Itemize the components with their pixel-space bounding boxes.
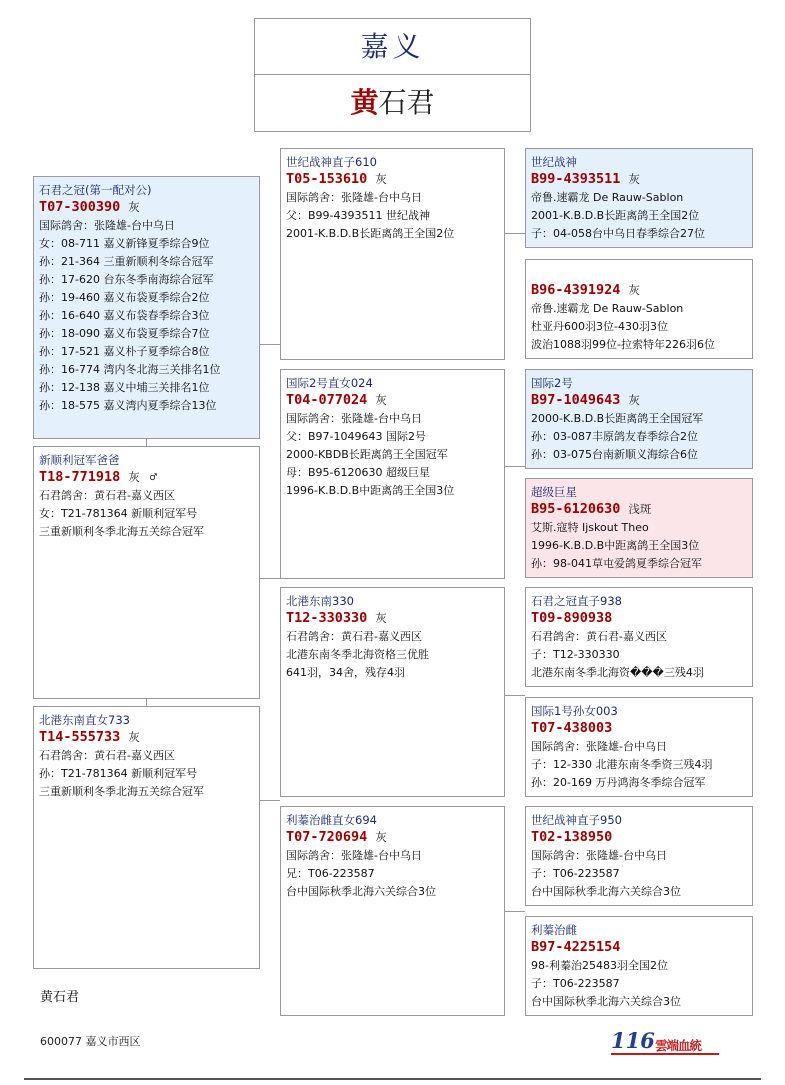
pedigree-box-dss [525, 587, 753, 687]
info-line: 孙：18-575 嘉义湾内夏季综合13位 [39, 399, 217, 412]
connector-line [259, 578, 280, 579]
plumage-color: 灰 [375, 611, 387, 625]
connector-line [505, 466, 525, 467]
pigeon-title: 国际1号孙女003 [531, 704, 618, 718]
pigeon-title: 国际2号 [531, 376, 573, 390]
pedigree-box-dam [33, 446, 260, 699]
info-line: 孙：19-460 嘉义布袋夏季综合2位 [39, 291, 210, 304]
info-line: 台中国际秋季北海六关综合3位 [531, 995, 681, 1008]
connector-line [505, 233, 525, 234]
info-line: 孙：98-041草屯爱鸽夏季综合冠军 [531, 557, 702, 570]
info-line: 兄：T06-223587 [286, 867, 375, 880]
connector-line [146, 438, 147, 446]
header-given-name: 石君 [378, 86, 435, 119]
info-line: 641羽，34舍，残存4羽 [286, 666, 405, 679]
info-line: 台中国际秋季北海六关综合3位 [286, 885, 436, 898]
info-line: 孙：17-620 台东冬季南海综合冠军 [39, 273, 214, 286]
ring-number: T18-771918 灰 ♂ [39, 469, 158, 485]
pigeon-title: 世纪战神直子950 [531, 813, 622, 827]
pigeon-title: 世纪战神直子610 [286, 155, 377, 169]
ring-number: T12-330330 灰 [286, 610, 387, 626]
pedigree-box-sds [525, 369, 753, 469]
info-line: 子：12-330 北港东南冬季资三残4羽 [531, 758, 713, 771]
logo-number: 116 [611, 1028, 655, 1053]
ring-number: B96-4391924 灰 [531, 282, 640, 298]
pedigree-box-sdd [525, 478, 753, 578]
info-line: 2001-K.B.D.B长距离鸽王全国2位 [286, 227, 455, 240]
info-line: 北港东南冬季北海资���三残4羽 [531, 666, 704, 679]
owner-name: 黄石君 [40, 990, 80, 1005]
info-line: 子：T12-330330 [531, 648, 620, 661]
pigeon-title: 世纪战神 [531, 155, 577, 169]
pedigree-box-dsd [525, 697, 753, 797]
connector-line [505, 695, 525, 696]
logo-text: 雲端血統 [655, 1038, 702, 1053]
brand-logo [611, 1030, 721, 1056]
info-line: 台中国际秋季北海六关综合3位 [531, 885, 681, 898]
info-line: 国际鸽舍：张隆雄-台中乌日 [286, 191, 422, 204]
info-line: 国际鸽舍：张隆雄-台中乌日 [286, 412, 422, 425]
pigeon-title: 新顺利冠军爸爸 [39, 453, 120, 467]
info-line: 子：04-058台中乌日春季综合27位 [531, 227, 705, 240]
info-line: 帝鲁.速霸龙 De Rauw-Sablon [531, 302, 684, 315]
footer-rule [24, 1078, 761, 1080]
ring-number: T07-720694 灰 [286, 829, 387, 845]
header-city: 嘉义 [254, 18, 531, 76]
plumage-color: 浅斑 [628, 502, 652, 516]
connector-line [259, 800, 280, 801]
info-line: 母：B95-6120630 超级巨星 [286, 466, 430, 479]
info-line: 父：B97-1049643 国际2号 [286, 430, 426, 443]
plumage-color: 灰 [128, 730, 140, 744]
plumage-color: 灰 [375, 830, 387, 844]
info-line: 女：T21-781364 新顺利冠军号 [39, 507, 198, 520]
plumage-color: 灰 [375, 172, 387, 186]
pedigree-box-ssd [525, 259, 753, 359]
info-line: 孙：16-774 湾内冬北海三关排名1位 [39, 363, 221, 376]
info-line: 帝鲁.速霸龙 De Rauw-Sablon [531, 191, 684, 204]
info-line: 石君鸽舍：黄石君-嘉义西区 [531, 630, 667, 643]
info-line: 子：T06-223587 [531, 977, 620, 990]
pedigree-box-ss [280, 148, 505, 360]
plumage-color: 灰 [628, 283, 640, 297]
plumage-color: 灰 [128, 200, 140, 214]
info-line: 孙：20-169 万丹鸿海冬季综合冠军 [531, 776, 706, 789]
info-line: 石君鸽舍：黄石君-嘉义西区 [39, 749, 175, 762]
info-line: 国际鸽舍：张隆雄-台中乌日 [531, 849, 667, 862]
ring-number: T09-890938 [531, 610, 613, 626]
info-line: 孙：03-075台南新顺义海综合6位 [531, 448, 698, 461]
pigeon-title: 国际2号直女024 [286, 376, 373, 390]
pigeon-title: 石君之冠直子938 [531, 594, 622, 608]
plumage-color: 灰 [375, 393, 387, 407]
pedigree-box-ds [280, 587, 505, 797]
connector-line [146, 698, 147, 706]
info-line: 2000-KBDB长距离鸽王全国冠军 [286, 448, 448, 461]
info-line: 杜亚丹600羽3位-430羽3位 [531, 320, 668, 333]
plumage-color: 灰 [628, 393, 640, 407]
header-surname: 黄 [350, 86, 379, 119]
ring-number: B97-4225154 [531, 939, 621, 955]
pigeon-title: 超级巨星 [531, 485, 577, 499]
connector-line [505, 911, 525, 912]
male-sex-icon: ♂ [149, 470, 158, 484]
info-line: 三重新顺利冬季北海五关综合冠军 [39, 525, 204, 538]
info-line: 孙：12-138 嘉义中埔三关排名1位 [39, 381, 210, 394]
info-line: 子：T06-223587 [531, 867, 620, 880]
info-line: 2001-K.B.D.B长距离鸽王全国2位 [531, 209, 700, 222]
plumage-color: 灰 [128, 470, 140, 484]
pigeon-title: 石君之冠(第一配对公) [39, 183, 152, 197]
info-line: 孙：T21-781364 新顺利冠军号 [39, 767, 198, 780]
pigeon-title: 利蓁治雌直女694 [286, 813, 377, 827]
owner-address: 600077 嘉义市西区 [40, 1035, 141, 1048]
pigeon-title: 北港东南330 [286, 594, 354, 608]
pigeon-title: 北港东南直女733 [39, 713, 130, 727]
info-line: 国际鸽舍：张隆雄-台中乌日 [531, 740, 667, 753]
ring-number: T07-438003 [531, 720, 613, 736]
info-line: 波治1088羽99位-拉索特年226羽6位 [531, 338, 715, 351]
pigeon-title: 利蓁治雌 [531, 923, 577, 937]
info-line: 北港东南冬季北海资格三优胜 [286, 648, 429, 661]
plumage-color: 灰 [628, 172, 640, 186]
ring-number: B95-6120630 浅斑 [531, 501, 652, 517]
info-line: 孙：18-090 嘉义布袋夏季综合7位 [39, 327, 210, 340]
header-owner-name [254, 74, 531, 132]
info-line: 1996-K.B.D.B中距离鸽王全国3位 [286, 484, 455, 497]
info-line: 98-利蓁治25483羽全国2位 [531, 959, 668, 972]
info-line: 石君鸽舍：黄石君-嘉义西区 [39, 489, 175, 502]
ring-number: B99-4393511 灰 [531, 171, 640, 187]
pedigree-box-third [33, 706, 260, 969]
ring-number: T04-077024 灰 [286, 392, 387, 408]
info-line: 父：B99-4393511 世纪战神 [286, 209, 430, 222]
info-line: 孙：17-521 嘉义朴子夏季综合8位 [39, 345, 210, 358]
info-line: 三重新顺利冬季北海五关综合冠军 [39, 785, 204, 798]
info-line: 国际鸽舍：张隆雄-台中乌日 [286, 849, 422, 862]
info-line: 国际鸽舍：张隆雄-台中乌日 [39, 219, 175, 232]
ring-number: T05-153610 灰 [286, 171, 387, 187]
pigeon-title [531, 265, 747, 281]
info-line: 艾斯.寇特 Ijskout Theo [531, 521, 649, 534]
ring-number: T14-555733 灰 [39, 729, 140, 745]
pedigree-box-dds [525, 806, 753, 906]
ring-number: T02-138950 [531, 829, 613, 845]
pedigree-box-sire [33, 176, 260, 439]
connector-line [259, 344, 280, 345]
pedigree-box-ddd [525, 916, 753, 1016]
info-line: 孙：16-640 嘉义布袋春季综合3位 [39, 309, 210, 322]
ring-number: B97-1049643 灰 [531, 392, 640, 408]
pedigree-box-sss [525, 148, 753, 248]
pedigree-box-dd [280, 806, 505, 1016]
pedigree-box-sd [280, 369, 505, 579]
info-line: 孙：21-364 三重新顺利冬综合冠军 [39, 255, 214, 268]
info-line: 2000-K.B.D.B长距离鸽王全国冠军 [531, 412, 704, 425]
logo-underline [611, 1053, 719, 1055]
info-line: 石君鸽舍：黄石君-嘉义西区 [286, 630, 422, 643]
info-line: 女：08-711 嘉义新锋夏季综合9位 [39, 237, 210, 250]
info-line: 1996-K.B.D.B中距离鸽王全国3位 [531, 539, 700, 552]
info-line: 孙：03-087丰原鸽友春季综合2位 [531, 430, 698, 443]
ring-number: T07-300390 灰 [39, 199, 140, 215]
